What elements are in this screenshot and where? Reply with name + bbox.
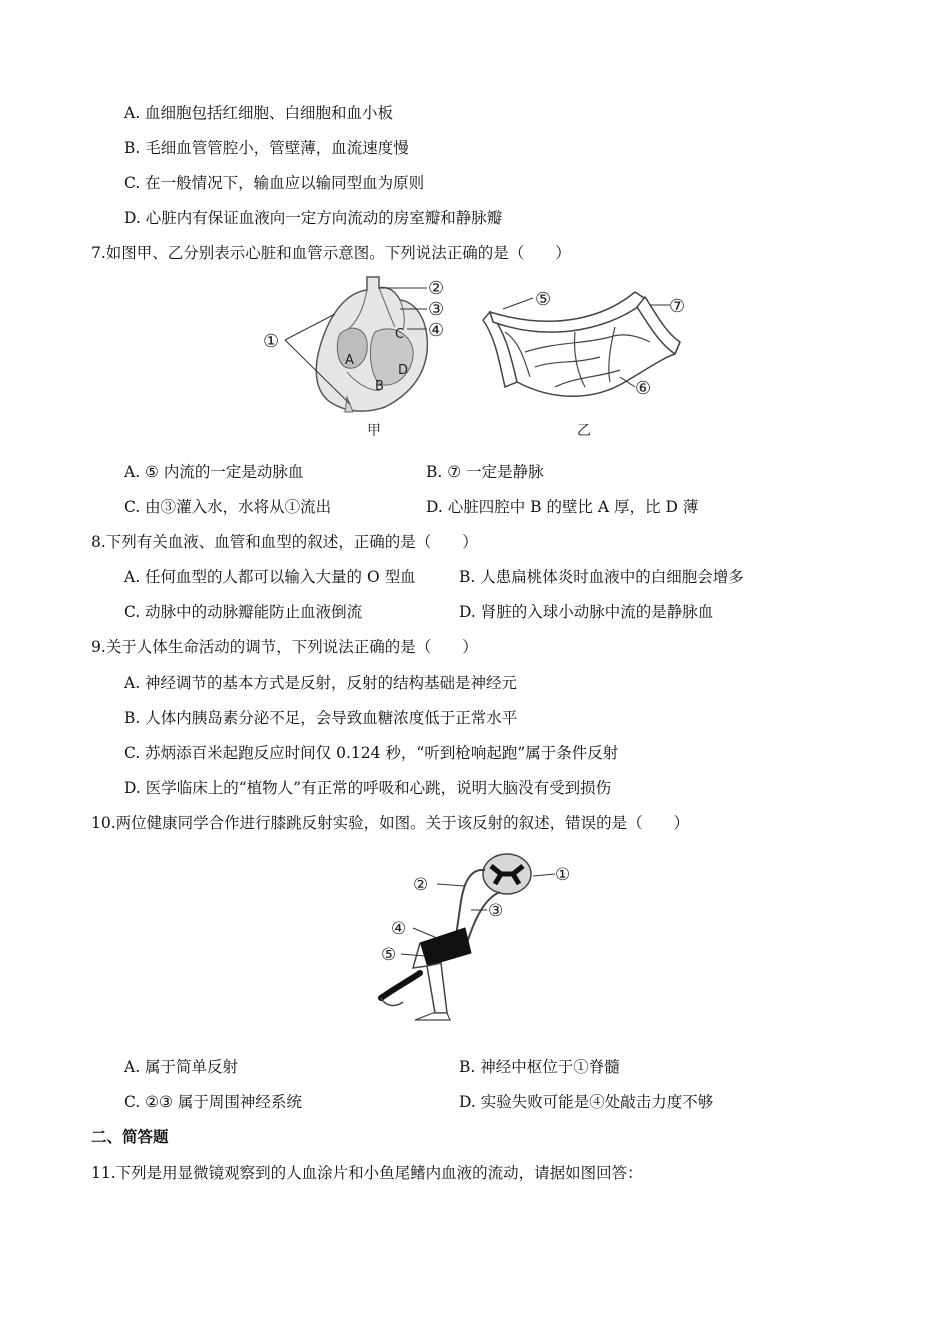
reflex-label-1: ① — [555, 865, 571, 885]
q7-stem: 7.如图甲、乙分别表示心脏和血管示意图。下列说法正确的是（ ） — [91, 244, 571, 262]
heart-label-a: A — [345, 353, 354, 368]
q8-stem: 8.下列有关血液、血管和血型的叙述，正确的是（ ） — [91, 533, 478, 551]
heart-label-d: D — [398, 363, 409, 378]
q10-option-d: D. 实验失败可能是④处敲击力度不够 — [459, 1093, 714, 1111]
heart-diagram — [263, 277, 444, 439]
q7-option-c: C. 由③灌入水，水将从①流出 — [124, 498, 332, 516]
heart-label-1: ① — [263, 331, 280, 352]
q8-option-c: C. 动脉中的动脉瓣能防止血液倒流 — [124, 603, 363, 621]
q9-option-b: B. 人体内胰岛素分泌不足，会导致血糖浓度低于正常水平 — [124, 709, 518, 727]
vessel-label-7: ⑦ — [669, 296, 686, 317]
q6-option-d: D. 心脏内有保证血液向一定方向流动的房室瓣和静脉瓣 — [124, 209, 503, 227]
reflex-label-5: ⑤ — [381, 945, 397, 965]
heart-label-4: ④ — [428, 320, 445, 341]
vessel-diagram — [483, 289, 685, 439]
q10-option-a: A. 属于简单反射 — [124, 1058, 239, 1076]
q10-stem: 10.两位健康同学合作进行膝跳反射实验，如图。关于该反射的叙述，错误的是（ ） — [91, 814, 690, 832]
q7-figure — [255, 272, 700, 442]
q8-option-a: A. 任何血型的人都可以输入大量的 O 型血 — [124, 568, 416, 586]
q7-option-b: B. ⑦ 一定是静脉 — [426, 463, 544, 481]
reflex-label-2: ② — [413, 875, 429, 895]
knee-jerk-diagram — [381, 854, 570, 1020]
vessel-label-5: ⑤ — [535, 289, 552, 310]
q9-option-a: A. 神经调节的基本方式是反射，反射的结构基础是神经元 — [124, 674, 518, 692]
heart-label-c: C — [395, 327, 405, 342]
reflex-label-4: ④ — [391, 919, 407, 939]
q6-option-a: A. 血细胞包括红细胞、白细胞和血小板 — [124, 104, 394, 122]
q9-option-c: C. 苏炳添百米起跑反应时间仅 0.124 秒，“听到枪响起跑”属于条件反射 — [124, 744, 619, 762]
q9-stem: 9.关于人体生命活动的调节，下列说法正确的是（ ） — [91, 638, 478, 656]
q10-option-b: B. 神经中枢位于①脊髓 — [459, 1058, 620, 1076]
q7-option-d: D. 心脏四腔中 B 的壁比 A 厚，比 D 薄 — [426, 498, 699, 516]
heart-label-b: B — [375, 379, 384, 394]
heart-label-2: ② — [428, 278, 445, 299]
figure-caption-yi: 乙 — [577, 423, 591, 439]
vessel-label-6: ⑥ — [635, 378, 652, 399]
q7-option-a: A. ⑤ 内流的一定是动脉血 — [124, 463, 304, 481]
q10-option-c: C. ②③ 属于周围神经系统 — [124, 1093, 302, 1111]
q8-option-d: D. 肾脏的入球小动脉中流的是静脉血 — [459, 603, 714, 621]
q6-option-c: C. 在一般情况下，输血应以输同型血为原则 — [124, 174, 425, 192]
figure-caption-jia: 甲 — [367, 423, 381, 439]
q8-option-b: B. 人患扁桃体炎时血液中的白细胞会增多 — [459, 568, 744, 586]
q11-stem: 11.下列是用显微镜观察到的人血涂片和小鱼尾鳍内血液的流动，请据如图回答： — [91, 1164, 643, 1182]
q6-option-b: B. 毛细血管管腔小，管壁薄，血流速度慢 — [124, 139, 409, 157]
section-heading: 二、简答题 — [91, 1127, 169, 1146]
heart-label-3: ③ — [428, 299, 445, 320]
reflex-label-3: ③ — [488, 901, 504, 921]
q9-option-d: D. 医学临床上的“植物人”有正常的呼吸和心跳，说明大脑没有受到损伤 — [124, 779, 612, 797]
q10-figure — [375, 848, 585, 1028]
